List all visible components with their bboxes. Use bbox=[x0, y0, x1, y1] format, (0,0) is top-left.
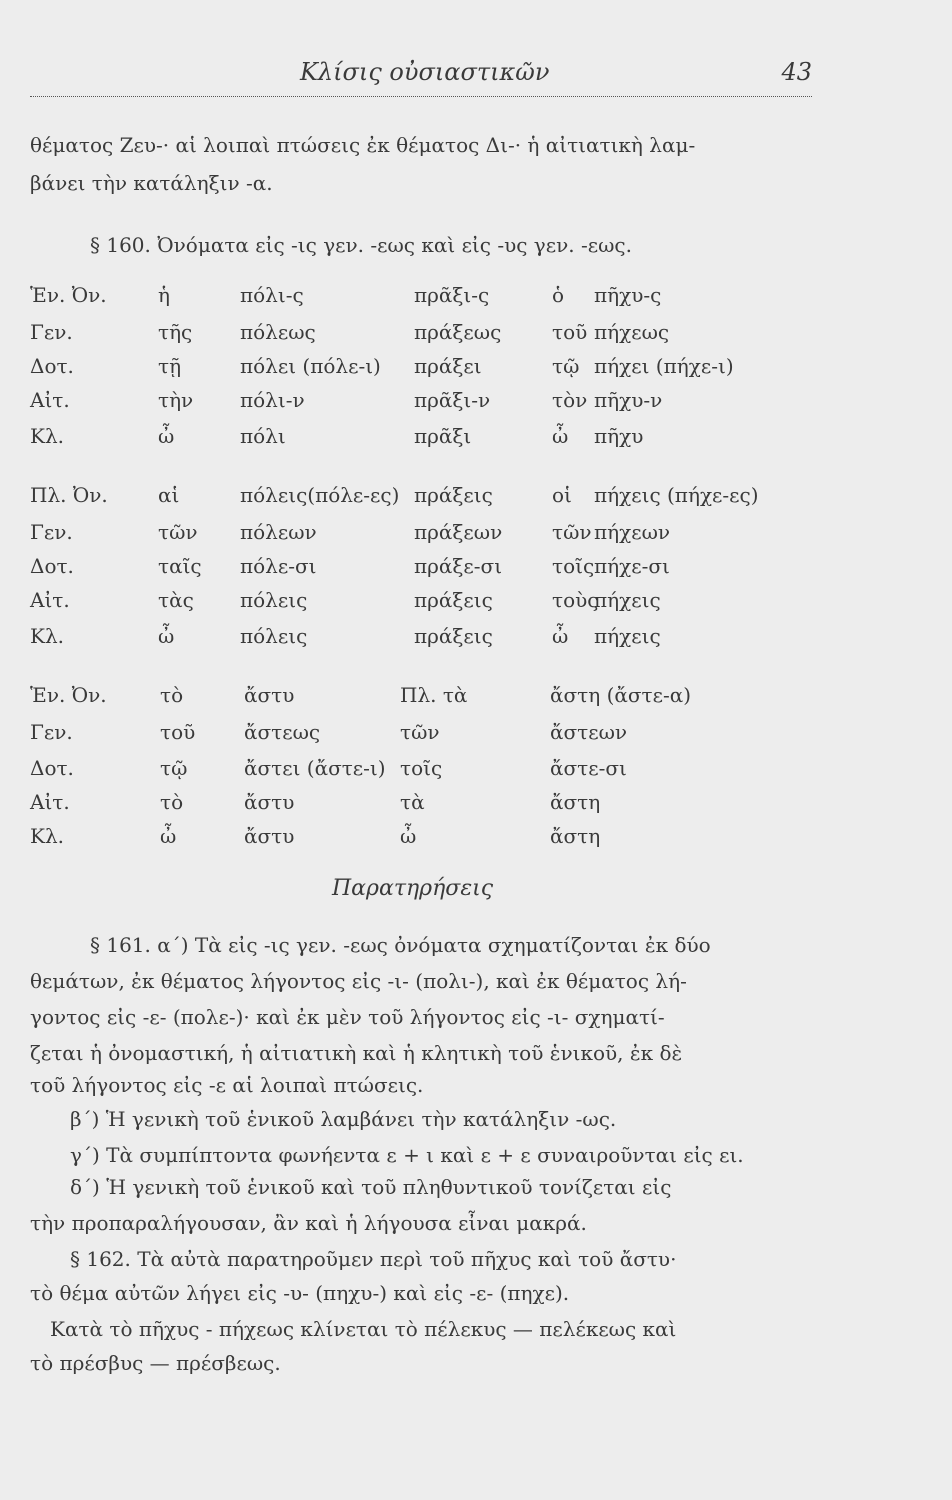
declension-cell: πόλει (πόλε-ι) bbox=[240, 354, 381, 378]
declension-cell: τοὺς bbox=[552, 588, 599, 612]
declension-cell: πήχεων bbox=[594, 520, 671, 544]
page-title: Κλίσις οὐσιαστικῶν bbox=[300, 58, 550, 86]
declension-cell: ἄστεων bbox=[550, 720, 628, 744]
declension-cell: τὰ bbox=[400, 790, 425, 814]
declension-cell: ἡ bbox=[158, 283, 170, 307]
declension-cell: πράξεις bbox=[414, 588, 493, 612]
declension-cell: τῷ bbox=[552, 354, 580, 378]
declension-cell: πόλεις(πόλε-ες) bbox=[240, 483, 400, 507]
declension-cell: πόλεις bbox=[240, 624, 308, 648]
declension-cell: τὰς bbox=[158, 588, 194, 612]
declension-cell: τὸ bbox=[160, 790, 184, 814]
declension-cell: πρᾶξι-ν bbox=[414, 388, 491, 412]
declension-cell: πόλεως bbox=[240, 320, 316, 344]
declension-cell: τοῦ bbox=[552, 320, 588, 344]
case-label: Δοτ. bbox=[30, 354, 74, 378]
declension-cell: ἄστε-σι bbox=[550, 756, 627, 780]
declension-cell: πόλι-ν bbox=[240, 388, 305, 412]
remark-line: τὸ πρέσβυς — πρέσβεως. bbox=[30, 1351, 281, 1375]
declension-cell: πρᾶξι-ς bbox=[414, 283, 490, 307]
declension-cell: τὸν bbox=[552, 388, 588, 412]
declension-cell: πήχεις (πήχε-ες) bbox=[594, 483, 759, 507]
declension-cell: τῷ bbox=[160, 756, 188, 780]
case-label: Γεν. bbox=[30, 520, 73, 544]
case-label: Πλ. Ὀν. bbox=[30, 483, 108, 507]
declension-cell: πράξεων bbox=[414, 520, 503, 544]
declension-cell: πόλι-ς bbox=[240, 283, 304, 307]
case-label: Κλ. bbox=[30, 824, 64, 848]
case-label: Αἰτ. bbox=[30, 588, 70, 612]
header-rule bbox=[30, 96, 812, 97]
remark-line: γοντος εἰς -ε- (πολε-)· καὶ ἐκ μὲν τοῦ λήγοντος εἰς -ι- σχηματί- bbox=[30, 1005, 665, 1029]
remark-line: δ΄) Ἡ γενικὴ τοῦ ἑνικοῦ καὶ τοῦ πληθυντικοῦ τονίζεται εἰς bbox=[70, 1175, 672, 1199]
case-label: Αἰτ. bbox=[30, 790, 70, 814]
declension-cell: ὦ bbox=[552, 424, 569, 448]
declension-cell: πράξει bbox=[414, 354, 482, 378]
declension-cell: ἄστυ bbox=[244, 790, 295, 814]
intro-line-2: βάνει τὴν κατάληξιν -α. bbox=[30, 171, 273, 195]
declension-cell: πήχεως bbox=[594, 320, 670, 344]
running-header bbox=[30, 58, 812, 94]
declension-cell: πῆχυ-ς bbox=[594, 283, 662, 307]
declension-cell: ταῖς bbox=[158, 554, 202, 578]
case-label: Ἑν. Ὀν. bbox=[30, 283, 107, 307]
declension-cell: τῶν bbox=[158, 520, 198, 544]
case-label: Δοτ. bbox=[30, 554, 74, 578]
declension-cell: ἄστη (ἄστε-α) bbox=[550, 683, 692, 707]
declension-cell: ἄστει (ἄστε-ι) bbox=[244, 756, 386, 780]
declension-cell: τοῖς bbox=[552, 554, 595, 578]
declension-cell: πόλε-σι bbox=[240, 554, 317, 578]
remark-line: Κατὰ τὸ πῆχυς - πήχεως κλίνεται τὸ πέλεκυς — πελέκεως καὶ bbox=[50, 1317, 677, 1341]
declension-cell: πράξεως bbox=[414, 320, 502, 344]
remark-line: τοῦ λήγοντος εἰς -ε αἱ λοιπαὶ πτώσεις. bbox=[30, 1073, 424, 1097]
remark-line: τὸ θέμα αὐτῶν λήγει εἰς -υ- (πηχυ-) καὶ εἰς -ε- (πηχε). bbox=[30, 1281, 570, 1305]
intro-line-1: θέματος Ζευ-· αἱ λοιπαὶ πτώσεις ἐκ θέματος Δι-· ἡ αἰτιατικὴ λαμ- bbox=[30, 133, 696, 157]
case-label: Αἰτ. bbox=[30, 388, 70, 412]
declension-cell: πήχε-σι bbox=[594, 554, 670, 578]
declension-cell: τοῖς bbox=[400, 756, 443, 780]
declension-cell: πόλεων bbox=[240, 520, 317, 544]
case-label: Γεν. bbox=[30, 720, 73, 744]
case-label: Κλ. bbox=[30, 424, 64, 448]
remark-line: ζεται ἡ ὀνομαστική, ἡ αἰτιατικὴ καὶ ἡ κλητικὴ τοῦ ἑνικοῦ, ἐκ δὲ bbox=[30, 1041, 683, 1065]
declension-cell: πήχεις bbox=[594, 588, 661, 612]
declension-cell: πόλι bbox=[240, 424, 286, 448]
declension-cell: πῆχυ-ν bbox=[594, 388, 663, 412]
declension-cell: πῆχυ bbox=[594, 424, 644, 448]
remark-line: § 161. α΄) Τὰ εἰς -ις γεν. -εως ὀνόματα σχηματίζονται ἐκ δύο bbox=[90, 933, 711, 957]
section-160-heading: § 160. Ὀνόματα εἰς -ις γεν. -εως καὶ εἰς -υς γεν. -εως. bbox=[90, 233, 632, 257]
declension-cell: πήχεις bbox=[594, 624, 661, 648]
remark-line: § 162. Τὰ αὐτὰ παρατηροῦμεν περὶ τοῦ πῆχυς καὶ τοῦ ἄστυ· bbox=[70, 1247, 677, 1271]
declension-cell: ὦ bbox=[400, 824, 417, 848]
declension-cell: πράξε-σι bbox=[414, 554, 503, 578]
declension-cell: πρᾶξι bbox=[414, 424, 472, 448]
declension-cell: πράξεις bbox=[414, 483, 493, 507]
declension-cell: ἄστεως bbox=[244, 720, 321, 744]
case-label: Ἑν. Ὀν. bbox=[30, 683, 107, 707]
declension-cell: οἱ bbox=[552, 483, 572, 507]
declension-cell: τὴν bbox=[158, 388, 194, 412]
declension-cell: τῆς bbox=[158, 320, 193, 344]
declension-cell: τῶν bbox=[552, 520, 592, 544]
remark-line: β΄) Ἡ γενικὴ τοῦ ἑνικοῦ λαμβάνει τὴν κατάληξιν -ως. bbox=[70, 1107, 617, 1131]
declension-cell: ἄστη bbox=[550, 824, 601, 848]
declension-cell: ὦ bbox=[160, 824, 177, 848]
declension-cell: πήχει (πήχε-ι) bbox=[594, 354, 734, 378]
declension-cell: πράξεις bbox=[414, 624, 493, 648]
declension-cell: Πλ. τὰ bbox=[400, 683, 468, 707]
remark-line: τὴν προπαραλήγουσαν, ἂν καὶ ἡ λήγουσα εἶναι μακρά. bbox=[30, 1211, 587, 1235]
declension-cell: πόλεις bbox=[240, 588, 308, 612]
remark-line: γ΄) Τὰ συμπίπτοντα φωνήεντα ε + ι καὶ ε + ε συναιροῦνται εἰς ει. bbox=[70, 1143, 744, 1167]
declension-cell: ἄστυ bbox=[244, 824, 295, 848]
remark-line: θεμάτων, ἐκ θέματος λήγοντος εἰς -ι- (πολι-), καὶ ἐκ θέματος λή- bbox=[30, 969, 687, 993]
declension-cell: ὦ bbox=[158, 424, 175, 448]
declension-cell: ἄστη bbox=[550, 790, 601, 814]
declension-cell: ὁ bbox=[552, 283, 565, 307]
declension-cell: τῇ bbox=[158, 354, 182, 378]
remarks-heading: Παρατηρήσεις bbox=[332, 876, 494, 901]
page-number: 43 bbox=[781, 58, 812, 86]
case-label: Δοτ. bbox=[30, 756, 74, 780]
declension-cell: αἱ bbox=[158, 483, 180, 507]
declension-cell: ἄστυ bbox=[244, 683, 295, 707]
case-label: Γεν. bbox=[30, 320, 73, 344]
case-label: Κλ. bbox=[30, 624, 64, 648]
declension-cell: τῶν bbox=[400, 720, 440, 744]
declension-cell: ὦ bbox=[552, 624, 569, 648]
declension-cell: τοῦ bbox=[160, 720, 196, 744]
declension-cell: ὦ bbox=[158, 624, 175, 648]
declension-cell: τὸ bbox=[160, 683, 184, 707]
